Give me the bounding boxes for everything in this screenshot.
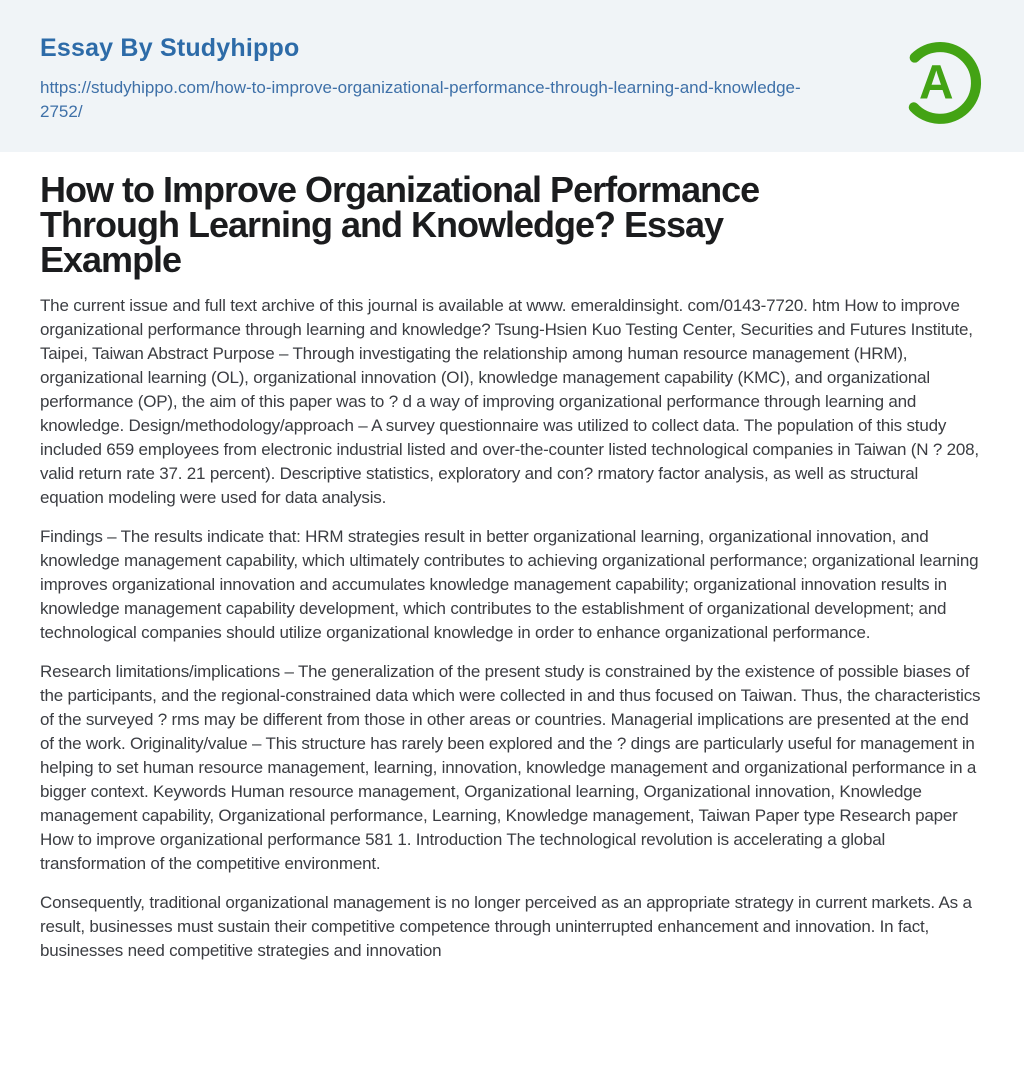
logo-arc-icon <box>894 36 986 128</box>
article-paragraph: Consequently, traditional organizational management is no longer perceived as an appropriate strategy in current markets. As a result, businesses must sustain their competitive competence through uninterrupted enhancement and innovation. In fact, businesses need competitive strategies and innovation <box>40 893 972 960</box>
header-text-block <box>40 34 820 124</box>
article-paragraph: The current issue and full text archive of this journal is available at www. emeraldinsight. com/0143-7720. htm How to improve organizational performance through learning and knowledge? Tsung-Hsien Kuo Testing Center, Securities and Futures Institute, Taipei, Taiwan Abstract Purpose – Through investigating the relationship among human resource management (HRM), organizational learning (OL), organizational innovation (OI), knowledge management capability (KMC), and organizational performance (OP), the aim of this paper was to ? d a way of improving organizational performance through learning and knowledge. Design/methodology/approach – A survey questionnaire was utilized to collect data. The population of this study included 659 employees from electronic industrial listed and over-the-counter listed technological companies in Taiwan (N ? 208, valid return rate 37. 21 percent). Descriptive statistics, exploratory and con? rmatory factor analysis, as well as structural equation modeling were used for data analysis. <box>40 296 979 507</box>
article-url-link[interactable]: https://studyhippo.com/how-to-improve-organizational-performance-through-learning-and-knowledge-2752/ <box>40 78 801 121</box>
article <box>0 152 1024 1018</box>
article-title-line: Through Learning and Knowledge? Essay <box>40 204 724 245</box>
article-body <box>40 294 984 963</box>
article-paragraph: Findings – The results indicate that: HRM strategies result in better organizational learning, organizational innovation, and knowledge management capability, which ultimately contributes to achieving organizational performance; organizational learning improves organizational innovation and accumulates knowledge management capability; organizational innovation results in knowledge management capability development, which contributes to the establishment of organizational development; and technological companies should utilize organizational knowledge in order to enhance organizational performance. <box>40 527 979 642</box>
article-title-line: Example <box>40 239 182 280</box>
article-paragraph: Research limitations/implications – The generalization of the present study is constrained by the existence of possible biases of the participants, and the regional-constrained data which were collected in and thus focused on Taiwan. Thus, the characteristics of the surveyed ? rms may be different from those in other areas or countries. Managerial implications are presented at the end of the work. Originality/value – This structure has rarely been explored and the ? dings are particularly useful for management in helping to set human resource management, learning, innovation, knowledge management and organizational performance in a bigger context. Keywords Human resource management, Organizational learning, Organizational innovation, Knowledge management capability, Organizational performance, Learning, Knowledge management, Taiwan Paper type Research paper How to improve organizational performance 581 1. Introduction The technological revolution is accelerating a global transformation of the competitive environment. <box>40 662 981 873</box>
logo-letter: A <box>919 56 954 110</box>
page-header <box>0 0 1024 152</box>
article-title-line: How to Improve Organizational Performance <box>40 169 760 210</box>
studyhippo-logo <box>894 36 986 128</box>
site-title: Essay By Studyhippo <box>40 34 300 62</box>
article-title <box>40 169 984 280</box>
